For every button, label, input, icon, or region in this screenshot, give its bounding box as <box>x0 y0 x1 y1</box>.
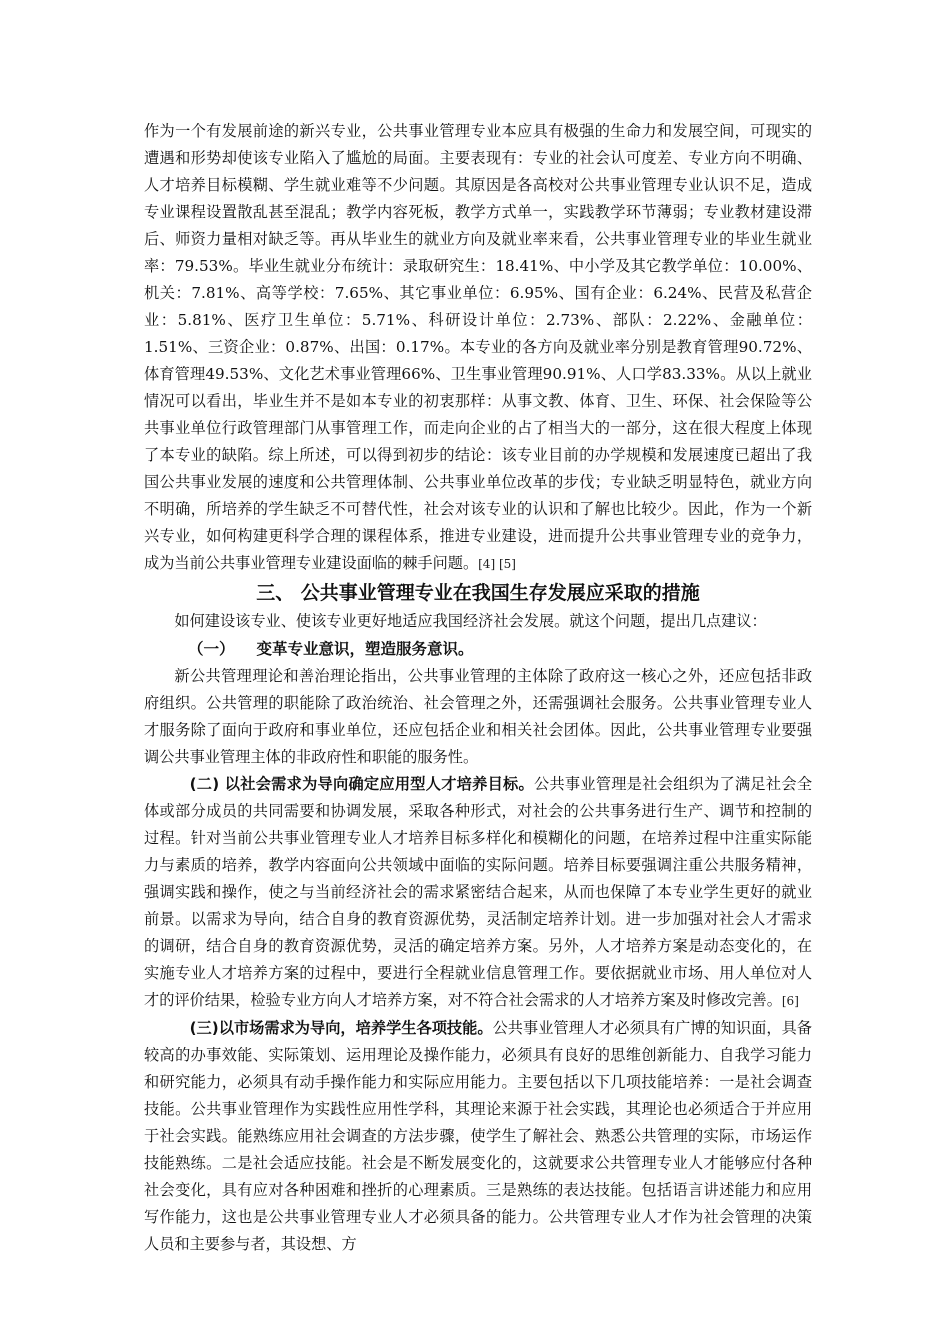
section-heading: 三、 公共事业管理专业在我国生存发展应采取的措施 <box>256 582 700 604</box>
paragraph-text: 公共事业管理人才必须具有广博的知识面，具备较高的办事效能、实际策划、运用理论及操作能力，必须具有良好的思维创新能力、自我学习能力和研究能力，必须具有动手操作能力和实际应用能力。主要包括以下几项技能培养：一是社会调查技能。公共事业管理作为实践性应用性学科，其理论来源于社会实践，其理论也必须适合于并应用于社会实践。能熟练应用社会调查的方法步骤，使学生了解社会、熟悉公共管理的实际，市场运作技能熟练。二是社会适应技能。社会是不断发展变化的，这就要求公共管理专业人才能够应付各种社会变化，具有应对各种困难和挫折的心理素质。三是熟练的表达技能。包括语言讲述能力和应用写作能力，这也是公共事业管理专业人才必须具备的能力。公共管理专业人才作为社会管理的决策人员和主要参与者，其设想、方 <box>144 1019 812 1253</box>
body-paragraph: 新公共管理理论和善治理论指出，公共事业管理的主体除了政府这一核心之外，还应包括非政府组织。公共管理的职能除了政治统治、社会管理之外，还需强调社会服务。公共事业管理专业人才服务除了面向于政府和事业单位，还应包括企业和相关社会团体。因此，公共事业管理专业要强调公共事业管理主体的非政府性和职能的服务性。 <box>144 667 812 766</box>
body-paragraph <box>144 118 812 578</box>
subsection-number: （一） <box>188 640 235 658</box>
subsection-title: 变革专业意识，塑造服务意识。 <box>256 640 474 658</box>
subsection-title: (二) 以社会需求为导向确定应用型人才培养目标。 <box>189 775 534 793</box>
subsection-title: (三)以市场需求为导向，培养学生各项技能。 <box>189 1019 493 1037</box>
body-paragraph <box>144 1015 812 1258</box>
section-intro: 如何建设该专业、使该专业更好地适应我国经济社会发展。就这个问题，提出几点建议： <box>174 612 767 630</box>
paragraph-text: 作为一个有发展前途的新兴专业，公共事业管理专业本应具有极强的生命力和发展空间，可现实的遭遇和形势却使该专业陷入了尴尬的局面。主要表现有：专业的社会认可度差、专业方向不明确、人才培养目标模糊、学生就业难等不少问题。其原因是各高校对公共事业管理专业认识不足，造成专业课程设置散乱甚至混乱；教学内容死板，教学方式单一，实践教学环节薄弱；专业教材建设滞后、师资力量相对缺乏等。再从毕业生的就业方向及就业率来看，公共事业管理专业的毕业生就业率：79.53%。毕业生就业分布统计：录取研究生：18.41%、中小学及其它教学单位：10.00%、机关：7.81%、高等学校：7.65%、其它事业单位：6.95%、国有企业：6.24%、民营及私营企业：5.81%、医疗卫生单位：5.71%、科研设计单位：2.73%、部队：2.22%、金融单位：1.51%、三资企业：0.87%、出国：0.17%。本专业的各方向及就业率分别是教育管理90.72%、体育管理49.53%、文化艺术事业管理66%、卫生事业管理90.91%、人口学83.33%。从以上就业情况可以看出，毕业生并不是如本专业的初衷那样：从事文教、体育、卫生、环保、社会保险等公共事业单位行政管理部门从事管理工作，而走向企业的占了相当大的一部分，这在很大程度上体现了本专业的缺陷。综上所述，可以得到初步的结论：该专业目前的办学规模和发展速度已超出了我国公共事业发展的速度和公共管理体制、公共事业单位改革的步伐；专业缺乏明显特色，就业方向不明确，所培养的学生缺乏不可替代性，社会对该专业的认识和了解也比较少。因此，作为一个新兴专业，如何构建更科学合理的课程体系，推进专业建设，进而提升公共事业管理专业的竞争力，成为当前公共事业管理专业建设面临的棘手问题。 <box>144 122 812 572</box>
subsection-heading <box>144 635 812 663</box>
citation: [4] [5] <box>478 557 516 571</box>
citation: [6] <box>781 994 799 1008</box>
paragraph-text: 公共事业管理是社会组织为了满足社会全体或部分成员的共同需要和协调发展，采取各种形式，对社会的公共事务进行生产、调节和控制的过程。针对当前公共事业管理专业人才培养目标多样化和模糊化的问题，在培养过程中注重实际能力与素质的培养，教学内容面向公共领域中面临的实际问题。培养目标要强调注重公共服务精神，强调实践和操作，使之与当前经济社会的需求紧密结合起来，从而也保障了本专业学生更好的就业前景。以需求为导向，结合自身的教育资源优势，灵活制定培养计划。进一步加强对社会人才需求的调研，结合自身的教育资源优势，灵活的确定培养方案。另外，人才培养方案是动态变化的，在实施专业人才培养方案的过程中，要进行全程就业信息管理工作。要依据就业市场、用人单位对人才的评价结果，检验专业方向人才培养方案，对不符合社会需求的人才培养方案及时修改完善。 <box>144 775 813 1009</box>
body-paragraph <box>144 771 812 1015</box>
document-page <box>144 118 812 1258</box>
